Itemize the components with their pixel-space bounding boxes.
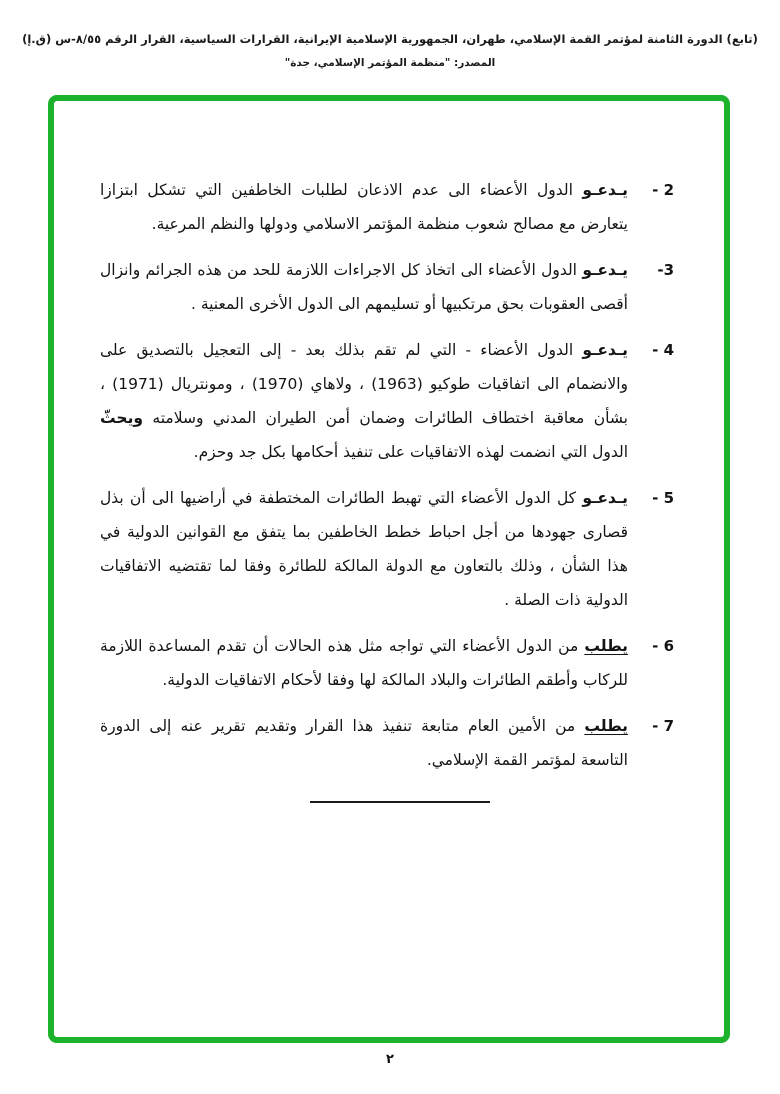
item-body-text: الدول الأعضاء الى عدم الاذعان لطلبات الخاطفين التي تشكل ابتزازا يتعارض مع مصالح شعوب منظمة المؤتمر الاسلامي ودولها والنظم المرعية. [100, 181, 628, 233]
item-body-text: الدول الأعضاء - التي لم تقم بذلك بعد - إلى التعجيل بالتصديق على والانضمام الى اتفاقيات طوكيو (1963) ، ولاهاي (1970) ، ومونتريال (1971) ، بشأن معاقبة اختطاف الطائرات وضمان أمن الطيران المدني وسلامته [100, 341, 629, 427]
item-lead-word: يـدعـو [582, 489, 628, 507]
item-body-text: من الدول الأعضاء التي تواجه مثل هذه الحالات أن تقدم المساعدة اللازمة للركاب وأطقم الطائرات والبلاد المالكة لها وفقا لأحكام الاتفاقيات الدولية. [100, 637, 628, 689]
item-body-text: الدول التي انضمت لهذه الاتفاقيات على تنفيذ أحكامها بكل جد وحزم. [193, 443, 628, 461]
item-number: 6 - [652, 637, 674, 655]
list-item-3 [100, 253, 674, 321]
item-lead-word: يطلب [584, 717, 628, 735]
document-body [54, 101, 724, 1037]
item-lead-word: يطلب [584, 637, 628, 655]
header-source-line: المصدر: "منظمة المؤتمر الإسلامي، جدة" [284, 56, 496, 69]
item-text [100, 253, 628, 321]
item-number: 5 - [652, 489, 674, 507]
item-body-text: من الأمين العام متابعة تنفيذ هذا القرار وتقديم تقرير عنه إلى الدورة التاسعة لمؤتمر القمة الإسلامي. [100, 717, 628, 769]
item-text [100, 481, 628, 617]
item-number: 4 - [652, 341, 674, 359]
item-text [100, 333, 628, 469]
item-number: 2 - [652, 181, 674, 199]
item-emphasis-word: ويحثّ [100, 409, 144, 427]
item-body-text: كل الدول الأعضاء التي تهبط الطائرات المختطفة في أراضيها الى أن بذل قصارى جهودها من أجل احباط خطط الخاطفين بما يتفق مع القوانين الدولية في هذا الشأن ، وذلك بالتعاون مع الدولة المالكة للطائرة وفقا لما تقتضيه الاتفاقيات الدولية ذات الصلة . [100, 489, 628, 609]
item-text [100, 709, 628, 777]
item-text [100, 173, 628, 241]
document-header [0, 30, 780, 71]
list-item-4 [100, 333, 674, 469]
item-lead-word: يـدعـو [582, 261, 628, 279]
item-number: 7 - [652, 717, 674, 735]
list-item-2 [100, 173, 674, 241]
item-lead-word: يـدعـو [582, 181, 629, 199]
list-item-5 [100, 481, 674, 617]
item-text [100, 629, 628, 697]
item-lead-word: يـدعـو [582, 341, 628, 359]
item-body-text: الدول الأعضاء الى اتخاذ كل الاجراءات اللازمة للحد من هذه الجرائم وانزال أقصى العقوبات بحق مرتكبيها أو تسليمهم الى الدول الأخرى المعنية . [100, 261, 628, 313]
page-number: ٢ [386, 1052, 394, 1067]
item-number: 3- [657, 261, 674, 279]
list-item-7 [100, 709, 674, 777]
header-title-line: (تابع) الدورة الثامنة لمؤتمر القمة الإسلامي، طهران، الجمهورية الإسلامية الإيرانية، القرارات السياسية، القرار الرقم ٨/٥٥-س (ق.إ) [22, 32, 758, 46]
list-item-6 [100, 629, 674, 697]
end-of-text-rule [310, 801, 490, 803]
